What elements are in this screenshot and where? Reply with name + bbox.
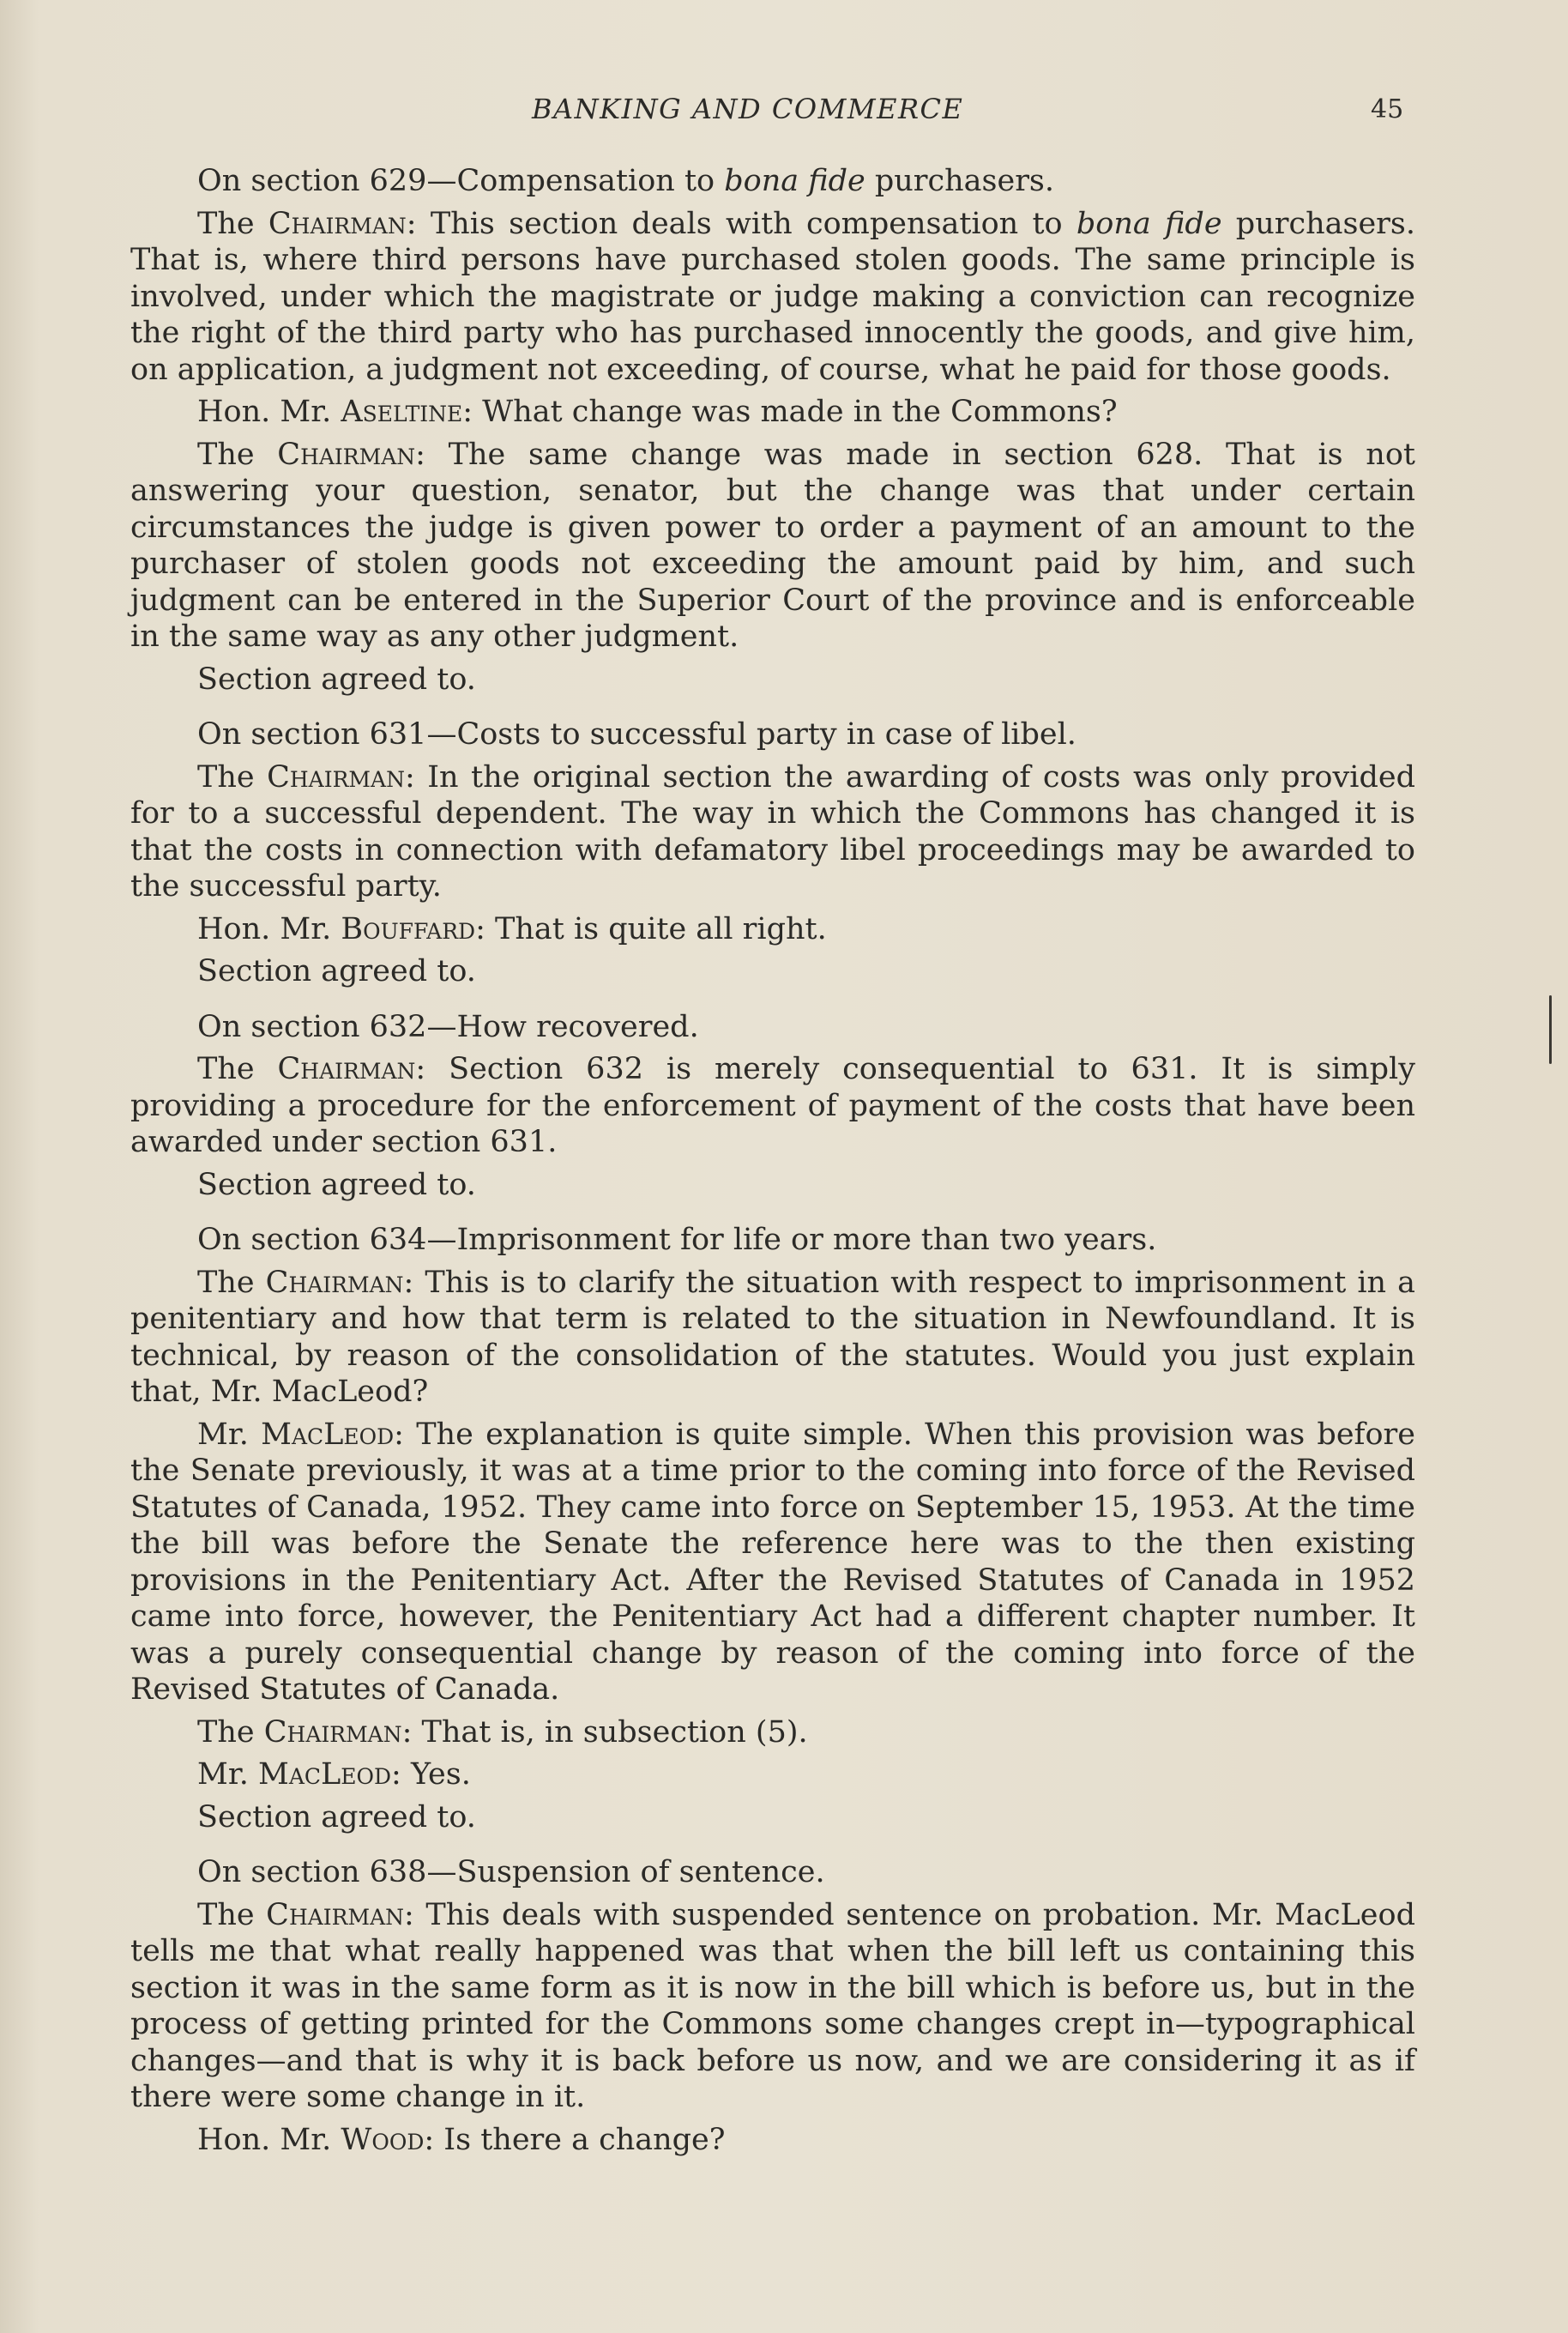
speaker-name: Wood — [341, 2122, 425, 2157]
section-agreed: Section agreed to. — [197, 954, 476, 988]
section-heading: On section 631—Costs to successful party in case of libel. — [197, 717, 1076, 752]
speaker-paragraph: The Chairman: In the original section the awarding of costs was only provided for to a successful dependent. The way in which the Commons has changed it is that the costs in connection with defamatory libel proceedings may be awarded to the successful party. — [130, 759, 1415, 904]
section-heading: On section 634—Imprisonment for life or more than two years. — [197, 1223, 1157, 1257]
margin-mark — [1549, 995, 1552, 1064]
speaker-paragraph: The Chairman: Section 632 is merely consequential to 631. It is simply providing a procedure for the enforcement of payment of the costs that have been awarded under section 631. — [130, 1052, 1415, 1159]
page-header — [0, 93, 1568, 136]
section-agreed: Section agreed to. — [197, 662, 476, 697]
speaker-paragraph: Hon. Mr. Wood: Is there a change? — [197, 2122, 726, 2157]
speaker-name: Aseltine — [341, 395, 463, 429]
speaker-name: Chairman — [277, 437, 416, 472]
speaker-paragraph: Mr. MacLeod: The explanation is quite simple. When this provision was before the Senate previously, it was at a time prior to the coming into force of the Revised Statutes of Canada, 1952. They came into force on September 15, 1953. At the time the bill was before the Senate the reference here was to the then existing provisions in the Penitentiary Act. After the Revised Statutes of Canada in 1952 came into force, however, the Penitentiary Act had a different chapter number. It was a purely consequential change by reason of the coming into force of the Revised Statutes of Canada. — [130, 1417, 1415, 1707]
speaker-name: Chairman — [267, 759, 405, 795]
speaker-name: Chairman — [266, 1897, 405, 1932]
section-heading: On section 632—How recovered. — [197, 1009, 699, 1044]
speaker-name: Chairman — [268, 206, 407, 241]
section-heading: On section 629—Compensation to bona fide purchasers. — [197, 164, 1055, 198]
speaker-paragraph: The Chairman: This deals with suspended sentence on probation. Mr. MacLeod tells me that what really happened was that when the bill left us containing this section it was in the same form as it is now in the bill which is before us, but in the process of getting printed for the Commons some changes crept in—typographical changes—and that is why it is back before us now, and we are considering it as if there were some change in it. — [130, 1897, 1415, 2114]
section-heading: On section 638—Suspension of sentence. — [197, 1855, 825, 1889]
speaker-paragraph: The Chairman: The same change was made in section 628. That is not answering your question, senator, but the change was that under certain circumstances the judge is given power to order a payment of an amount to the purchaser of stolen goods not exceeding the amount paid by him, and such judgment can be entered in the Superior Court of the province and is enforceable in the same way as any other judgment. — [130, 437, 1415, 654]
speaker-paragraph: The Chairman: That is, in subsection (5). — [197, 1714, 808, 1750]
speaker-name: MacLeod — [261, 1417, 395, 1452]
document-body — [130, 163, 1415, 2164]
speaker-name: Chairman — [265, 1265, 404, 1300]
speaker-name: MacLeod — [257, 1757, 392, 1792]
speaker-paragraph: The Chairman: This is to clarify the situation with respect to imprisonment in a penitentiary and how that term is related to the situation in Newfoundland. It is technical, by reason of the consolidation of the statutes. Would you just explain that, Mr. MacLeod? — [130, 1265, 1416, 1409]
speaker-name: Chairman — [263, 1714, 402, 1750]
speaker-paragraph: Hon. Mr. Bouffard: That is quite all right. — [197, 911, 827, 946]
speaker-name: Chairman — [277, 1052, 416, 1086]
page-number: 45 — [1371, 94, 1404, 124]
speaker-paragraph: Hon. Mr. Aseltine: What change was made in the Commons? — [197, 395, 1118, 429]
speaker-paragraph: The Chairman: This section deals with compensation to bona fide purchasers. That is, where third persons have purchased stolen goods. The same principle is involved, under which the magistrate or judge making a conviction can recognize the right of the third party who has purchased innocently the goods, and give him, on application, a judgment not exceeding, of course, what he paid for those goods. — [130, 206, 1415, 387]
running-title: BANKING AND COMMERCE — [532, 93, 964, 125]
section-agreed: Section agreed to. — [197, 1799, 476, 1834]
speaker-paragraph: Mr. MacLeod: Yes. — [197, 1757, 471, 1792]
speaker-name: Bouffard — [341, 911, 476, 946]
section-agreed: Section agreed to. — [197, 1167, 476, 1202]
